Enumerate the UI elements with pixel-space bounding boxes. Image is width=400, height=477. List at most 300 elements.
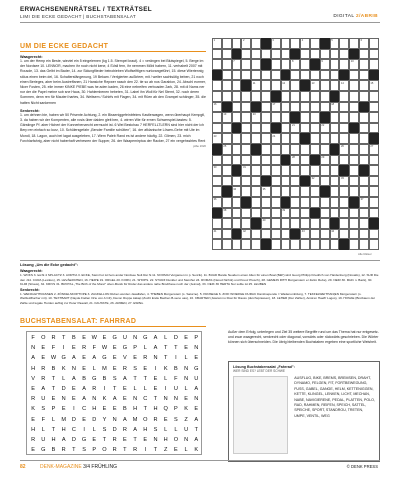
wordsearch-letter[interactable]: E: [112, 365, 117, 372]
wordsearch-letter[interactable]: G: [143, 335, 148, 341]
wordsearch-letter[interactable]: E: [72, 386, 76, 392]
wordsearch-letter[interactable]: N: [112, 416, 117, 423]
wordsearch-letter[interactable]: N: [71, 365, 76, 372]
crossword-cell[interactable]: [310, 133, 320, 144]
wordsearch-letter[interactable]: L: [164, 426, 168, 433]
crossword-cell[interactable]: [212, 49, 222, 60]
crossword-cell[interactable]: [320, 155, 330, 166]
crossword-cell[interactable]: [300, 197, 310, 208]
crossword-cell[interactable]: [369, 112, 379, 123]
crossword-cell[interactable]: [330, 123, 340, 134]
crossword-cell[interactable]: [300, 165, 310, 176]
crossword-cell[interactable]: [300, 229, 310, 240]
crossword-cell[interactable]: [359, 80, 369, 91]
crossword-cell[interactable]: [300, 49, 310, 60]
wordsearch-letter[interactable]: I: [154, 365, 157, 372]
crossword-cell[interactable]: [212, 165, 222, 176]
wordsearch-letter[interactable]: E: [82, 416, 86, 423]
crossword-cell[interactable]: [359, 208, 369, 219]
crossword-cell[interactable]: [251, 59, 261, 70]
wordsearch-letter[interactable]: I: [175, 355, 177, 362]
wordsearch-letter[interactable]: A: [92, 355, 97, 362]
crossword-cell[interactable]: [212, 218, 222, 229]
crossword-cell[interactable]: [359, 186, 369, 197]
wordsearch-letter[interactable]: L: [174, 426, 178, 433]
crossword-cell[interactable]: [310, 239, 320, 250]
crossword-cell[interactable]: [232, 133, 242, 144]
wordsearch-letter[interactable]: Z: [163, 447, 168, 454]
crossword-cell[interactable]: [320, 165, 330, 176]
crossword-cell[interactable]: [290, 80, 300, 91]
wordsearch-letter[interactable]: G: [61, 355, 66, 362]
wordsearch-letter[interactable]: E: [123, 386, 127, 392]
wordsearch-letter[interactable]: A: [82, 386, 86, 392]
crossword-cell[interactable]: [261, 123, 271, 134]
wordsearch-letter[interactable]: A: [153, 345, 158, 352]
crossword-cell[interactable]: [290, 197, 300, 208]
wordsearch-letter[interactable]: L: [164, 335, 168, 341]
crossword-cell[interactable]: [261, 197, 271, 208]
crossword-cell[interactable]: [310, 102, 320, 113]
crossword-cell[interactable]: [369, 123, 379, 134]
crossword-cell[interactable]: [222, 176, 232, 187]
wordsearch-letter[interactable]: T: [153, 396, 158, 403]
crossword-cell[interactable]: [222, 133, 232, 144]
wordsearch-letter[interactable]: P: [174, 406, 178, 413]
wordsearch-letter[interactable]: P: [51, 406, 56, 413]
wordsearch-letter[interactable]: S: [82, 447, 86, 454]
crossword-cell[interactable]: [349, 208, 359, 219]
crossword-cell[interactable]: [261, 144, 271, 155]
wordsearch-letter[interactable]: L: [41, 426, 45, 433]
crossword-cell[interactable]: [359, 239, 369, 250]
wordsearch-letter[interactable]: R: [31, 396, 36, 403]
wordsearch-letter[interactable]: E: [194, 355, 199, 362]
wordsearch-letter[interactable]: R: [122, 365, 127, 372]
crossword-cell[interactable]: [300, 70, 310, 81]
crossword-cell[interactable]: [261, 229, 271, 240]
wordsearch-letter[interactable]: L: [143, 386, 147, 392]
wordsearch-letter[interactable]: L: [62, 375, 66, 382]
crossword-cell[interactable]: [232, 186, 242, 197]
crossword-cell[interactable]: [232, 208, 242, 219]
crossword-cell[interactable]: [232, 112, 242, 123]
wordsearch-letter[interactable]: G: [41, 447, 46, 454]
crossword-cell[interactable]: [281, 59, 294, 70]
crossword-cell[interactable]: [320, 80, 330, 91]
crossword-cell[interactable]: [290, 155, 300, 166]
crossword-cell[interactable]: [222, 59, 235, 70]
crossword-cell[interactable]: [359, 49, 369, 60]
crossword-cell[interactable]: [369, 186, 379, 197]
crossword-cell[interactable]: [261, 70, 271, 81]
crossword-cell[interactable]: [339, 229, 349, 240]
wordsearch-letter[interactable]: A: [123, 375, 127, 382]
crossword-cell[interactable]: [281, 186, 291, 197]
crossword-cell[interactable]: [241, 208, 251, 219]
crossword-cell[interactable]: [290, 59, 300, 70]
crossword-cell[interactable]: [290, 239, 300, 250]
wordsearch-letter[interactable]: H: [31, 426, 36, 433]
crossword-cell[interactable]: [241, 38, 251, 49]
crossword-cell[interactable]: [251, 91, 261, 102]
crossword-cell[interactable]: [251, 176, 261, 187]
crossword-cell[interactable]: [310, 49, 320, 60]
wordsearch-letter[interactable]: A: [194, 437, 199, 443]
wordsearch-letter[interactable]: E: [184, 335, 188, 341]
crossword-cell[interactable]: [222, 165, 232, 176]
crossword-cell[interactable]: [339, 102, 349, 113]
crossword-cell[interactable]: [320, 133, 330, 144]
crossword-cell[interactable]: [261, 49, 271, 60]
crossword-cell[interactable]: [212, 91, 222, 102]
crossword-cell[interactable]: [339, 176, 349, 187]
crossword-cell[interactable]: [251, 165, 261, 176]
crossword-cell[interactable]: [271, 102, 281, 113]
wordsearch-letter[interactable]: A: [72, 355, 76, 362]
crossword-cell[interactable]: [359, 59, 369, 70]
crossword-cell[interactable]: [281, 80, 291, 91]
wordsearch-letter[interactable]: U: [41, 396, 46, 403]
crossword-cell[interactable]: [359, 155, 369, 166]
crossword-cell[interactable]: [359, 38, 369, 49]
wordsearch-letter[interactable]: N: [133, 396, 138, 403]
crossword-cell[interactable]: [281, 91, 291, 102]
crossword-cell[interactable]: [232, 59, 242, 70]
crossword-cell[interactable]: [310, 197, 320, 208]
wordsearch-letter[interactable]: L: [92, 426, 96, 433]
wordsearch-letter[interactable]: N: [194, 396, 199, 403]
crossword-cell[interactable]: [339, 133, 349, 144]
wordsearch-letter[interactable]: L: [184, 355, 188, 362]
wordsearch-letter[interactable]: E: [82, 335, 86, 341]
wordsearch-letter[interactable]: L: [133, 386, 137, 392]
wordsearch-letter[interactable]: K: [194, 447, 199, 454]
crossword-cell[interactable]: [310, 112, 320, 123]
wordsearch-letter[interactable]: E: [174, 447, 178, 454]
crossword-cell[interactable]: [241, 70, 251, 81]
wordsearch-letter[interactable]: T: [61, 335, 66, 341]
crossword-cell[interactable]: [212, 239, 222, 250]
crossword-cell[interactable]: [281, 123, 291, 134]
wordsearch-letter[interactable]: M: [102, 365, 107, 372]
crossword-cell[interactable]: [271, 70, 281, 81]
wordsearch-letter[interactable]: D: [71, 437, 76, 443]
wordsearch-letter[interactable]: A: [61, 437, 66, 443]
wordsearch-letter[interactable]: P: [92, 447, 97, 454]
crossword-cell[interactable]: [261, 165, 271, 176]
crossword-cell[interactable]: [330, 239, 340, 250]
wordsearch-letter[interactable]: R: [41, 365, 46, 372]
crossword-cell[interactable]: [251, 208, 261, 219]
crossword-cell[interactable]: [330, 229, 340, 240]
crossword-cell[interactable]: [300, 218, 310, 229]
crossword-cell[interactable]: [310, 229, 320, 240]
crossword-cell[interactable]: [261, 91, 271, 102]
crossword-cell[interactable]: [330, 165, 340, 176]
crossword-cell[interactable]: [281, 229, 291, 240]
wordsearch-letter[interactable]: C: [143, 396, 148, 403]
wordsearch-letter[interactable]: L: [51, 416, 56, 423]
crossword-cell[interactable]: [212, 176, 222, 187]
wordsearch-letter[interactable]: T: [163, 355, 168, 362]
wordsearch-letter[interactable]: E: [143, 437, 148, 443]
wordsearch-letter[interactable]: E: [31, 416, 35, 423]
crossword-cell[interactable]: [241, 49, 251, 60]
wordsearch-letter[interactable]: L: [143, 345, 147, 352]
crossword-cell[interactable]: [251, 80, 261, 91]
wordsearch-letter[interactable]: N: [163, 396, 168, 403]
wordsearch-letter[interactable]: A: [72, 375, 76, 382]
crossword-cell[interactable]: [359, 112, 369, 123]
wordsearch-letter[interactable]: S: [133, 365, 137, 372]
crossword-cell[interactable]: [339, 144, 349, 155]
wordsearch-letter[interactable]: R: [112, 437, 117, 443]
wordsearch-letter[interactable]: I: [144, 447, 147, 454]
crossword-cell[interactable]: [281, 38, 291, 49]
crossword-cell[interactable]: [271, 155, 281, 166]
wordsearch-letter[interactable]: K: [31, 406, 35, 413]
crossword-cell[interactable]: [339, 208, 349, 219]
crossword-cell[interactable]: [212, 155, 222, 166]
crossword-cell[interactable]: [339, 59, 349, 70]
crossword-cell[interactable]: [290, 123, 300, 134]
crossword-cell[interactable]: [310, 38, 320, 49]
crossword-cell[interactable]: [320, 123, 330, 134]
wordsearch-letter[interactable]: E: [51, 396, 56, 403]
crossword-cell[interactable]: [339, 80, 349, 91]
crossword-cell[interactable]: [349, 38, 359, 49]
crossword-cell[interactable]: [232, 102, 242, 113]
crossword-cell[interactable]: [359, 123, 369, 134]
wordsearch-letter[interactable]: U: [122, 335, 127, 341]
wordsearch-letter[interactable]: S: [174, 416, 178, 423]
crossword-cell[interactable]: [359, 70, 369, 81]
crossword-cell[interactable]: [339, 112, 349, 123]
crossword-cell[interactable]: [290, 133, 300, 144]
crossword-cell[interactable]: [241, 229, 251, 240]
crossword-cell[interactable]: [320, 59, 330, 70]
wordsearch-letter[interactable]: K: [163, 365, 168, 372]
crossword-cell[interactable]: [232, 155, 242, 166]
crossword-cell[interactable]: [369, 144, 379, 155]
crossword-cell[interactable]: [251, 186, 261, 197]
crossword-cell[interactable]: [320, 49, 330, 60]
wordsearch-letter[interactable]: E: [133, 355, 137, 362]
wordsearch-letter[interactable]: N: [153, 355, 158, 362]
crossword-cell[interactable]: [222, 91, 232, 102]
crossword-cell[interactable]: [290, 38, 300, 49]
crossword-cell[interactable]: [251, 239, 261, 250]
crossword-cell[interactable]: [241, 102, 251, 113]
wordsearch-letter[interactable]: L: [184, 386, 188, 392]
crossword-cell[interactable]: [251, 49, 261, 60]
wordsearch-letter[interactable]: I: [83, 426, 85, 433]
crossword-cell[interactable]: [300, 144, 310, 155]
wordsearch-letter[interactable]: T: [72, 447, 76, 454]
crossword-cell[interactable]: [310, 70, 320, 81]
crossword-cell[interactable]: [349, 186, 359, 197]
wordsearch-letter[interactable]: L: [164, 375, 168, 382]
crossword-cell[interactable]: [310, 144, 320, 155]
wordsearch-letter[interactable]: N: [173, 396, 178, 403]
wordsearch-letter[interactable]: S: [102, 426, 107, 433]
wordsearch-letter[interactable]: D: [112, 426, 117, 433]
crossword-cell[interactable]: [241, 239, 251, 250]
crossword-cell[interactable]: [290, 208, 300, 219]
wordsearch-letter[interactable]: D: [173, 335, 178, 341]
crossword-cell[interactable]: [349, 165, 359, 176]
crossword-cell[interactable]: [222, 123, 232, 134]
crossword-cell[interactable]: [212, 38, 222, 49]
crossword-cell[interactable]: [281, 176, 291, 187]
wordsearch-letter[interactable]: R: [82, 345, 87, 352]
crossword-cell[interactable]: [290, 91, 300, 102]
wordsearch-letter[interactable]: E: [102, 335, 107, 341]
wordsearch-letter[interactable]: T: [51, 386, 56, 392]
crossword-cell[interactable]: [232, 38, 245, 49]
wordsearch-letter[interactable]: O: [102, 447, 107, 454]
crossword-cell[interactable]: [330, 176, 340, 187]
crossword-cell[interactable]: [310, 123, 320, 134]
wordsearch-letter[interactable]: N: [133, 335, 138, 341]
wordsearch-letter[interactable]: H: [143, 426, 148, 433]
crossword-cell[interactable]: [320, 176, 330, 187]
crossword-cell[interactable]: [320, 91, 330, 102]
wordsearch-letter[interactable]: R: [143, 355, 148, 362]
crossword-cell[interactable]: [369, 59, 379, 70]
crossword-cell[interactable]: [300, 59, 310, 70]
crossword-cell[interactable]: [261, 133, 271, 144]
crossword-cell[interactable]: [281, 239, 291, 250]
wordsearch-letter[interactable]: N: [92, 396, 97, 403]
wordsearch-letter[interactable]: C: [71, 426, 76, 433]
crossword-cell[interactable]: [339, 218, 349, 229]
crossword-cell[interactable]: [369, 155, 379, 166]
wordsearch-letter[interactable]: V: [31, 375, 35, 382]
crossword-cell[interactable]: [339, 197, 349, 208]
wordsearch-letter[interactable]: G: [92, 375, 97, 382]
wordsearch-letter[interactable]: N: [184, 375, 189, 382]
wordsearch-letter[interactable]: E: [92, 437, 97, 443]
crossword-cell[interactable]: [222, 239, 232, 250]
wordsearch-letter[interactable]: E: [123, 437, 127, 443]
wordsearch-letter[interactable]: E: [72, 396, 76, 403]
crossword-cell[interactable]: [271, 218, 281, 229]
wordsearch-letter[interactable]: T: [143, 375, 147, 382]
crossword-cell[interactable]: [281, 133, 291, 144]
crossword-cell[interactable]: [349, 229, 359, 240]
wordsearch-letter[interactable]: E: [82, 355, 86, 362]
wordsearch-letter[interactable]: B: [51, 447, 56, 454]
wordsearch-letter[interactable]: H: [92, 406, 97, 413]
wordsearch-letter[interactable]: O: [173, 437, 179, 443]
crossword-cell[interactable]: [300, 123, 310, 134]
crossword-cell[interactable]: [369, 91, 379, 102]
crossword-cell[interactable]: [300, 239, 310, 250]
wordsearch-letter[interactable]: A: [153, 335, 158, 341]
crossword-cell[interactable]: [241, 165, 251, 176]
crossword-cell[interactable]: [251, 133, 261, 144]
wordsearch-letter[interactable]: E: [61, 406, 66, 413]
crossword-cell[interactable]: [290, 176, 300, 187]
wordsearch-letter[interactable]: S: [41, 406, 46, 413]
crossword-cell[interactable]: [349, 133, 359, 144]
crossword-cell[interactable]: [320, 102, 330, 113]
crossword-cell[interactable]: [369, 197, 379, 208]
wordsearch-letter[interactable]: A: [194, 416, 199, 423]
crossword-cell[interactable]: [281, 208, 291, 219]
crossword-cell[interactable]: [232, 80, 242, 91]
crossword-cell[interactable]: [251, 197, 261, 208]
crossword-cell[interactable]: [261, 80, 271, 91]
wordsearch-letter[interactable]: T: [51, 426, 56, 433]
crossword-cell[interactable]: [271, 165, 281, 176]
crossword-cell[interactable]: [339, 38, 349, 49]
crossword-cell[interactable]: [241, 155, 251, 166]
crossword-cell[interactable]: [369, 176, 379, 187]
crossword-cell[interactable]: [339, 155, 349, 166]
wordsearch-letter[interactable]: T: [112, 386, 117, 392]
crossword-cell[interactable]: [241, 144, 251, 155]
wordsearch-letter[interactable]: E: [184, 396, 188, 403]
crossword-cell[interactable]: [349, 239, 359, 250]
crossword-cell[interactable]: [320, 208, 330, 219]
wordsearch-letter[interactable]: T: [123, 447, 127, 454]
wordsearch-letter[interactable]: U: [173, 386, 178, 392]
crossword-cell[interactable]: [349, 155, 359, 166]
wordsearch-letter[interactable]: P: [194, 335, 199, 341]
crossword-cell[interactable]: [212, 186, 222, 197]
wordsearch-letter[interactable]: R: [51, 335, 56, 341]
crossword-cell[interactable]: [369, 165, 379, 176]
crossword-cell[interactable]: [349, 70, 359, 81]
wordsearch-letter[interactable]: H: [51, 437, 56, 443]
wordsearch-letter[interactable]: Z: [184, 416, 188, 423]
crossword-cell[interactable]: [330, 155, 340, 166]
crossword-cell[interactable]: [300, 155, 310, 166]
crossword-cell[interactable]: [330, 133, 340, 144]
crossword-cell[interactable]: [369, 102, 379, 113]
wordsearch-letter[interactable]: G: [112, 335, 117, 341]
wordsearch-letter[interactable]: R: [31, 437, 36, 443]
crossword-cell[interactable]: [222, 49, 232, 60]
crossword-cell[interactable]: [349, 59, 359, 70]
crossword-cell[interactable]: [310, 218, 320, 229]
crossword-cell[interactable]: [369, 208, 379, 219]
crossword-cell[interactable]: [251, 155, 261, 166]
crossword-cell[interactable]: [222, 70, 232, 81]
crossword-cell[interactable]: [330, 112, 340, 123]
crossword-cell[interactable]: [349, 112, 359, 123]
crossword-cell[interactable]: [232, 70, 242, 81]
wordsearch-letter[interactable]: H: [61, 426, 66, 433]
wordsearch-letter[interactable]: U: [194, 375, 199, 382]
crossword-cell[interactable]: [232, 91, 242, 102]
crossword-cell[interactable]: [359, 176, 369, 187]
wordsearch-letter[interactable]: N: [153, 437, 158, 443]
wordsearch-letter[interactable]: T: [143, 406, 147, 413]
crossword-cell[interactable]: [232, 197, 242, 208]
wordsearch-letter[interactable]: B: [72, 335, 76, 341]
wordsearch-letter[interactable]: B: [123, 406, 127, 413]
crossword-cell[interactable]: [271, 186, 281, 197]
wordsearch-letter[interactable]: T: [194, 426, 198, 433]
wordsearch-letter[interactable]: I: [62, 345, 65, 352]
crossword-cell[interactable]: [320, 70, 330, 81]
wordsearch-letter[interactable]: D: [92, 416, 97, 423]
crossword-cell[interactable]: [271, 38, 281, 49]
